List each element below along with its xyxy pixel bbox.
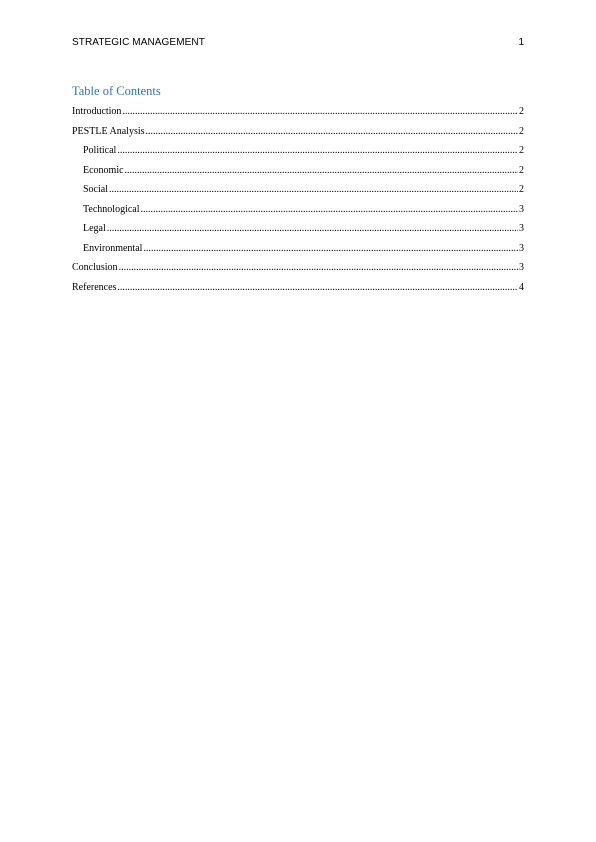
dot-leader: [125, 163, 518, 179]
dot-leader: [109, 182, 518, 198]
toc-entry-label: Legal: [83, 223, 106, 234]
toc-heading: Table of Contents: [72, 84, 161, 98]
toc-entry-page: 2: [519, 106, 524, 117]
toc-entry-label: Introduction: [72, 106, 122, 117]
dot-leader: [119, 260, 518, 276]
toc-entry-page: 2: [519, 125, 524, 137]
toc-entry-references[interactable]: [72, 280, 524, 300]
toc-entry-introduction[interactable]: [72, 104, 524, 124]
toc-entry-social[interactable]: [72, 182, 524, 202]
toc-entry-label: Environmental: [83, 242, 143, 254]
toc-entry-label: Technological: [83, 203, 140, 215]
toc-entry-conclusion[interactable]: [72, 260, 524, 280]
toc-entry-page: 3: [519, 262, 524, 273]
header-page-number: 1: [518, 37, 524, 48]
toc-entry-pestle-analysis[interactable]: [72, 124, 524, 144]
dot-leader: [117, 280, 518, 296]
dot-leader: [117, 143, 518, 159]
toc-entry-page: 4: [519, 281, 524, 293]
toc-entry-label: Social: [83, 184, 108, 195]
toc-entry-label: Conclusion: [72, 262, 118, 273]
toc-entry-page: 3: [519, 203, 524, 215]
toc-entry-label: Political: [83, 145, 117, 156]
page-header: [72, 36, 524, 50]
toc-entry-page: 2: [519, 145, 524, 156]
toc-entry-page: 3: [519, 242, 524, 254]
toc-entry-page: 2: [519, 164, 524, 176]
dot-leader: [107, 221, 518, 237]
dot-leader: [122, 104, 518, 120]
toc-entry-environmental[interactable]: [72, 241, 524, 261]
dot-leader: [141, 202, 519, 218]
toc-entry-political[interactable]: [72, 143, 524, 163]
toc-entry-economic[interactable]: [72, 163, 524, 183]
toc-entry-legal[interactable]: [72, 221, 524, 241]
dot-leader: [143, 241, 518, 257]
dot-leader: [146, 124, 518, 140]
toc-entry-page: 2: [519, 184, 524, 195]
running-head-title: STRATEGIC MANAGEMENT: [72, 37, 205, 48]
table-of-contents: [72, 104, 524, 299]
toc-entry-label: Economic: [83, 164, 124, 176]
toc-entry-label: References: [72, 281, 117, 293]
toc-entry-label: PESTLE Analysis: [72, 125, 145, 137]
toc-entry-page: 3: [519, 223, 524, 234]
toc-entry-technological[interactable]: [72, 202, 524, 222]
